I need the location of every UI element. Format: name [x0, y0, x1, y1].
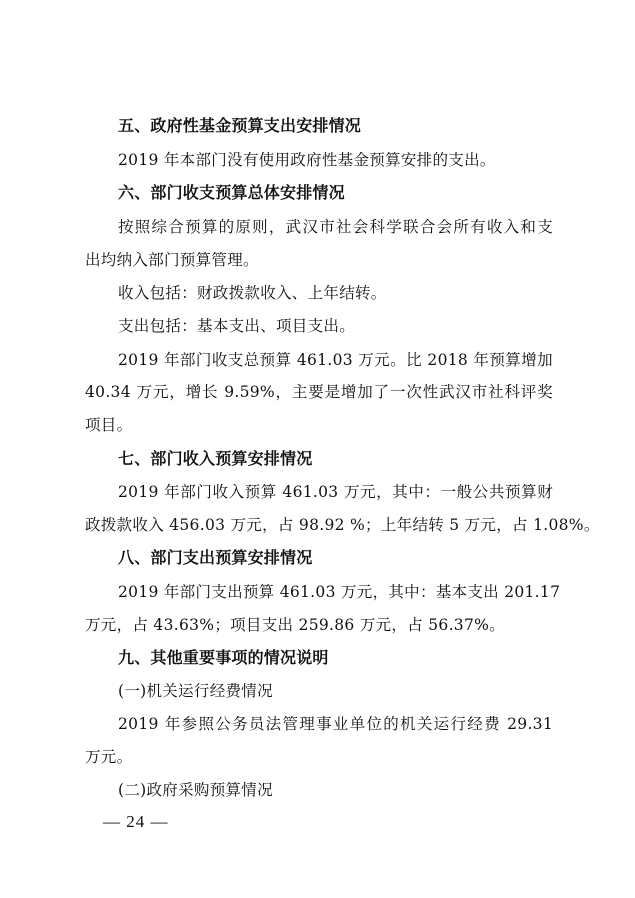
paragraph-s8-1-line1: 2019 年部门支出预算 461.03 万元，其中：基本支出 201.17 — [118, 583, 561, 601]
section-heading-8: 八、部门支出预算安排情况 — [118, 548, 313, 567]
page-number: — 24 — — [103, 812, 169, 831]
paragraph-s9-1-line1: 2019 年参照公务员法管理事业单位的机关运行经费 29.31 — [118, 715, 553, 733]
section-heading-7: 七、部门收入预算安排情况 — [118, 449, 313, 468]
section-heading-6: 六、部门收支预算总体安排情况 — [118, 183, 345, 202]
paragraph-s7-1-line1: 2019 年部门收入预算 461.03 万元，其中：一般公共预算财 — [118, 483, 553, 501]
paragraph-s6-3: 支出包括：基本支出、项目支出。 — [118, 317, 356, 335]
section-heading-9: 九、其他重要事项的情况说明 — [118, 648, 329, 667]
paragraph-s6-1-line2: 出均纳入部门预算管理。 — [85, 251, 259, 269]
section-heading-5: 五、政府性基金预算支出安排情况 — [118, 116, 362, 135]
paragraph-s6-1-line1: 按照综合预算的原则，武汉市社会科学联合会所有收入和支 — [118, 218, 553, 236]
paragraph-s6-4-line2: 40.34 万元，增长 9.59%，主要是增加了一次性武汉市社科评奖 — [85, 383, 553, 401]
paragraph-s5-1: 2019 年本部门没有使用政府性基金预算安排的支出。 — [118, 151, 496, 169]
paragraph-s8-1-line2: 万元，占 43.63%；项目支出 259.86 万元，占 56.37%。 — [85, 616, 505, 634]
paragraph-s6-4-line3: 项目。 — [85, 416, 133, 434]
paragraph-s9-1-line2: 万元。 — [85, 748, 133, 766]
paragraph-s7-1-line2: 政拨款收入 456.03 万元，占 98.92 %；上年结转 5 万元，占 1.08%。 — [85, 516, 600, 534]
subheading-9-2: (二)政府采购预算情况 — [118, 781, 273, 799]
paragraph-s6-4-line1: 2019 年部门收支总预算 461.03 万元。比 2018 年预算增加 — [118, 351, 553, 369]
paragraph-s6-2: 收入包括：财政拨款收入、上年结转。 — [118, 284, 387, 302]
subheading-9-1: (一)机关运行经费情况 — [118, 682, 273, 700]
